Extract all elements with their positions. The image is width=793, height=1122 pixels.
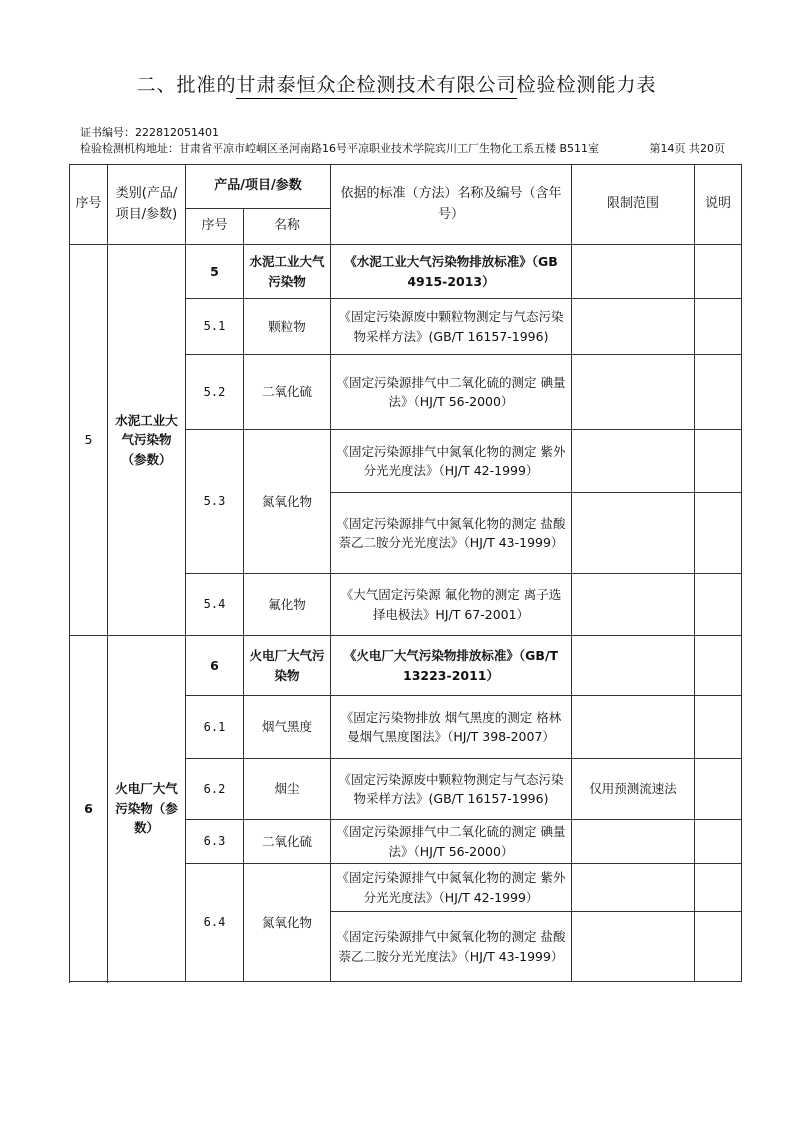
limit-cell bbox=[572, 245, 695, 299]
limit-cell bbox=[572, 299, 695, 355]
item-no: 5.4 bbox=[186, 574, 244, 636]
note-cell bbox=[695, 493, 742, 574]
header-seq: 序号 bbox=[70, 165, 108, 245]
item-no: 5.3 bbox=[186, 430, 244, 574]
item-no: 5.1 bbox=[186, 299, 244, 355]
item-no: 6.3 bbox=[186, 820, 244, 864]
limit-cell bbox=[572, 430, 695, 493]
header-standard: 依据的标准（方法）名称及编号（含年号） bbox=[331, 165, 572, 245]
item-standard: 《大气固定污染源 氟化物的测定 离子选择电极法》HJ/T 67-2001） bbox=[331, 574, 572, 636]
item-name: 颗粒物 bbox=[244, 299, 331, 355]
page-number: 第14页 共20页 bbox=[649, 142, 725, 155]
capability-table bbox=[69, 164, 742, 982]
item-standard: 《固定污染源排气中氮氧化物的测定 盐酸萘乙二胺分光光度法》（HJ/T 43-1999） bbox=[331, 912, 572, 982]
note-cell bbox=[695, 864, 742, 912]
item-no: 6.4 bbox=[186, 864, 244, 982]
certificate-number: 证书编号：222812051401 bbox=[80, 126, 219, 139]
item-no: 6.2 bbox=[186, 759, 244, 820]
group-seq: 5 bbox=[70, 245, 108, 636]
header-limit: 限制范围 bbox=[572, 165, 695, 245]
item-standard: 《固定污染源废中颗粒物测定与气态污染物采样方法》(GB/T 16157-1996) bbox=[331, 759, 572, 820]
group-seq: 6 bbox=[70, 636, 108, 982]
main-standard: 《火电厂大气污染物排放标准》（GB/T 13223-2011） bbox=[331, 636, 572, 696]
group-category: 火电厂大气污染物（参数） bbox=[108, 636, 186, 982]
item-standard: 《固定污染源废中颗粒物测定与气态污染物采样方法》(GB/T 16157-1996) bbox=[331, 299, 572, 355]
note-cell bbox=[695, 245, 742, 299]
main-name: 水泥工业大气污染物 bbox=[244, 245, 331, 299]
limit-cell bbox=[572, 636, 695, 696]
limit-cell bbox=[572, 820, 695, 864]
limit-cell bbox=[572, 696, 695, 759]
header-note: 说明 bbox=[695, 165, 742, 245]
item-no: 6.1 bbox=[186, 696, 244, 759]
item-name: 烟尘 bbox=[244, 759, 331, 820]
address: 检验检测机构地址：甘肃省平凉市崆峒区圣河南路16号平凉职业技术学院宾川工厂生物化工系五楼 B511室 bbox=[80, 142, 600, 155]
header-product-group: 产品/项目/参数 bbox=[186, 165, 331, 209]
limit-cell: 仅用预测流速法 bbox=[572, 759, 695, 820]
item-standard: 《固定污染源排气中氮氧化物的测定 紫外分光光度法》（HJ/T 42-1999） bbox=[331, 430, 572, 493]
item-name: 烟气黑度 bbox=[244, 696, 331, 759]
item-standard: 《固定污染源排气中氮氧化物的测定 紫外分光光度法》（HJ/T 42-1999） bbox=[331, 864, 572, 912]
item-standard: 《固定污染源排气中氮氧化物的测定 盐酸萘乙二胺分光光度法》（HJ/T 43-1999） bbox=[331, 493, 572, 574]
limit-cell bbox=[572, 864, 695, 912]
note-cell bbox=[695, 820, 742, 864]
limit-cell bbox=[572, 912, 695, 982]
group-category: 水泥工业大气污染物（参数） bbox=[108, 245, 186, 636]
item-no: 5.2 bbox=[186, 355, 244, 430]
note-cell bbox=[695, 430, 742, 493]
note-cell bbox=[695, 912, 742, 982]
note-cell bbox=[695, 636, 742, 696]
main-no: 5 bbox=[186, 245, 244, 299]
limit-cell bbox=[572, 355, 695, 430]
page-title bbox=[0, 70, 793, 97]
item-name: 氟化物 bbox=[244, 574, 331, 636]
item-name: 氮氧化物 bbox=[244, 430, 331, 574]
item-name: 氮氧化物 bbox=[244, 864, 331, 982]
title-suffix: 检验检测能力表 bbox=[516, 74, 657, 96]
header-sub-seq: 序号 bbox=[186, 209, 244, 245]
note-cell bbox=[695, 574, 742, 636]
note-cell bbox=[695, 355, 742, 430]
note-cell bbox=[695, 299, 742, 355]
note-cell bbox=[695, 759, 742, 820]
item-name: 二氧化硫 bbox=[244, 355, 331, 430]
header-name: 名称 bbox=[244, 209, 331, 245]
limit-cell bbox=[572, 574, 695, 636]
header-category: 类别(产品/项目/参数) bbox=[108, 165, 186, 245]
item-standard: 《固定污染源排气中二氧化硫的测定 碘量法》（HJ/T 56-2000） bbox=[331, 820, 572, 864]
item-standard: 《固定污染源排气中二氧化硫的测定 碘量法》（HJ/T 56-2000） bbox=[331, 355, 572, 430]
title-company: 甘肃泰恒众企检测技术有限公司 bbox=[236, 74, 516, 99]
main-no: 6 bbox=[186, 636, 244, 696]
item-name: 二氧化硫 bbox=[244, 820, 331, 864]
item-standard: 《固定污染物排放 烟气黑度的测定 格林曼烟气黑度图法》（HJ/T 398-2007） bbox=[331, 696, 572, 759]
title-prefix: 二、批准的 bbox=[136, 74, 237, 96]
main-standard: 《水泥工业大气污染物排放标准》（GB 4915-2013） bbox=[331, 245, 572, 299]
limit-cell bbox=[572, 493, 695, 574]
main-name: 火电厂大气污染物 bbox=[244, 636, 331, 696]
note-cell bbox=[695, 696, 742, 759]
address-line bbox=[80, 140, 725, 156]
